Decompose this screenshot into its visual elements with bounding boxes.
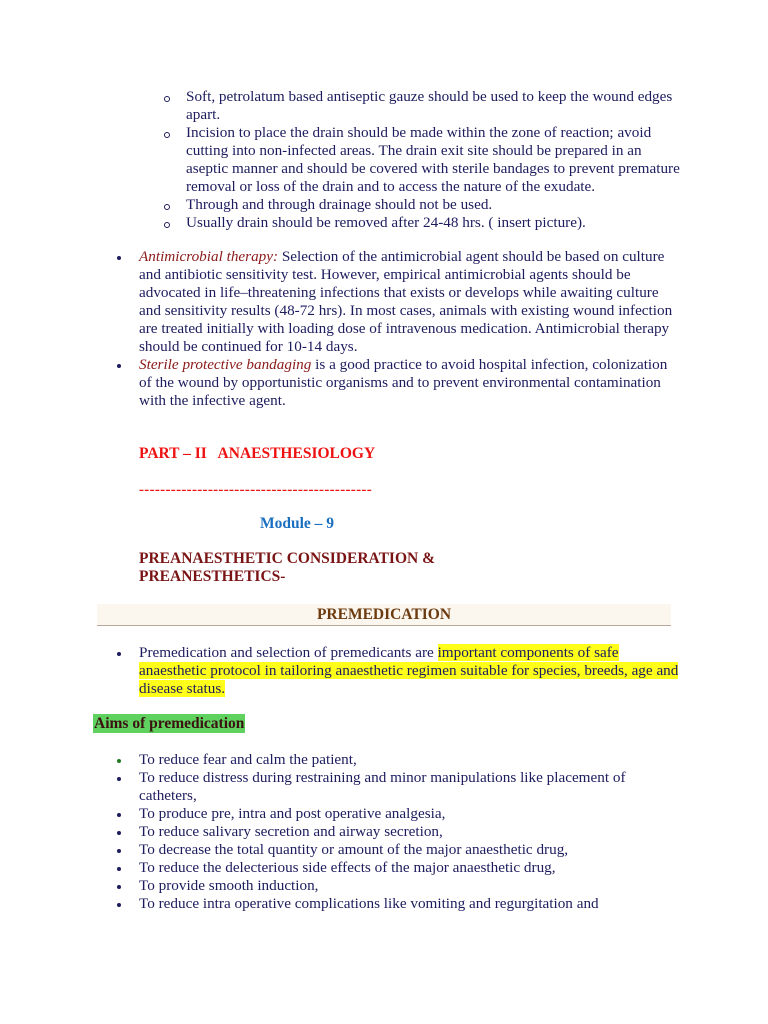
sterile-bandaging-text: is a good practice to avoid hospital infection, colonization of the wound by opportunistic organisms and to prevent environmental contamination with the infective agent. xyxy=(139,356,668,409)
list-item: To reduce distress during restraining and minor manipulations like placement of catheters, xyxy=(139,769,679,805)
aims-heading: Aims of premedication xyxy=(94,715,245,732)
premedication-intro-list xyxy=(139,644,679,698)
antimicrobial-therapy-text: Selection of the antimicrobial agent should be based on culture and antibiotic sensitivity test. However, empirical antimicrobial agents should be advocated in life–threatening infections that exists or develops while awaiting culture and sensitivity results (48-72 hrs). In most cases, animals with existing wound infection are treated initially with loading dose of intravenous medication. Antimicrobial therapy should be continued for 10-14 days. xyxy=(139,248,673,355)
list-item: To provide smooth induction, xyxy=(139,877,679,895)
list-item: To reduce intra operative complications like vomiting and regurgitation and xyxy=(139,895,679,913)
wound-care-bullets xyxy=(139,248,679,410)
module-heading: Module – 9 xyxy=(260,515,335,532)
list-item: To produce pre, intra and post operative analgesia, xyxy=(139,805,679,823)
dashed-divider: -------------------------------------------- xyxy=(139,482,372,498)
sterile-bandaging-item xyxy=(139,356,679,410)
premed-intro-highlight: important components of safe anaesthetic protocol in tailoring anaesthetic regimen suitable for species, breeds, age and disease status. xyxy=(139,644,679,697)
list-item: To reduce the delecterious side effects of the major anaesthetic drug, xyxy=(139,859,679,877)
list-item xyxy=(139,644,679,698)
list-item: To reduce salivary secretion and airway secretion, xyxy=(139,823,679,841)
list-item: Incision to place the drain should be made within the zone of reaction; avoid cutting into non-infected areas. The drain exit site should be prepared in an aseptic manner and should be covered with sterile bandages to prevent premature removal or loss of the drain and to access the nature of the exudate. xyxy=(186,124,686,196)
list-item: To reduce fear and calm the patient, xyxy=(139,751,679,769)
premed-intro-text: Premedication and selection of premedicants are xyxy=(139,644,438,661)
premedication-heading-band xyxy=(97,604,671,626)
list-item: Through and through drainage should not be used. xyxy=(186,196,686,214)
antimicrobial-therapy-item xyxy=(139,248,679,356)
antimicrobial-therapy-term: Antimicrobial therapy: xyxy=(139,248,279,265)
list-item: Usually drain should be removed after 24-48 hrs. ( insert picture). xyxy=(186,214,686,232)
list-item: Soft, petrolatum based antiseptic gauze should be used to keep the wound edges apart. xyxy=(186,88,686,124)
sterile-bandaging-term: Sterile protective bandaging xyxy=(139,356,312,373)
aims-list xyxy=(139,751,679,913)
section-title: PREANAESTHETIC CONSIDERATION & PREANESTHETICS- xyxy=(139,550,435,585)
drain-sub-bullets xyxy=(186,88,686,232)
premedication-heading: PREMEDICATION xyxy=(316,606,452,623)
part-title: PART – II ANAESTHESIOLOGY xyxy=(139,445,376,462)
list-item: To decrease the total quantity or amount of the major anaesthetic drug, xyxy=(139,841,679,859)
